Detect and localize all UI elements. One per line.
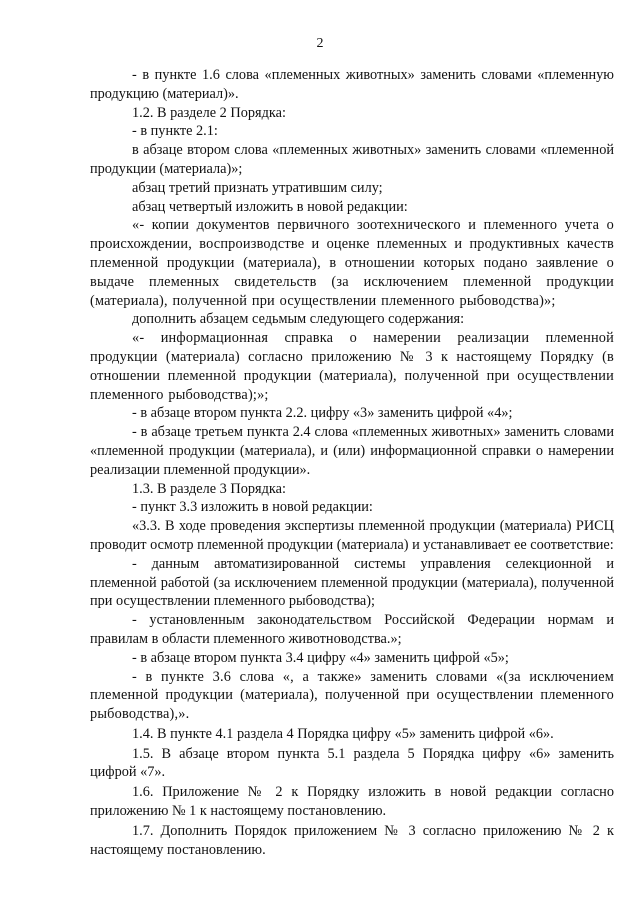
paragraph-point-3-4: - в абзаце втором пункта 3.4 цифру «4» заменить цифрой «5»; xyxy=(132,649,509,666)
paragraph-point-2-1: - в пункте 2.1: xyxy=(132,123,218,140)
paragraph-section-1-2: 1.2. В разделе 2 Порядка: xyxy=(132,104,286,121)
page-number: 2 xyxy=(316,36,324,51)
paragraph-section-1-3: 1.3. В разделе 3 Порядка: xyxy=(132,480,286,497)
paragraph-automated-system: - данным автоматизированной системы управления селекционной и племенной работой (за исключением племенной продукции (материала), полученной при осуществлении племенного рыбоводства); xyxy=(90,555,614,610)
paragraph-legislation-norms: - установленным законодательством Российской Федерации нормам и правилам в области племенного животноводства.»; xyxy=(90,612,614,647)
paragraph-section-1-6: 1.6. Приложение № 2 к Порядку изложить в новой редакции согласно приложению № 1 к настоящему постановлению. xyxy=(90,784,614,820)
paragraph-quote-copies: «- копии документов первичного зоотехнического и племенного учета о происхождении, воспроизводстве и оценке племенных и продуктивных качеств племенной продукции (материала), в отношении которых подано заявление о выдаче племенных свидетельств (за исключением племенной продукции (материала), полученной при осуществлении племенного рыбоводства)»; xyxy=(90,217,614,309)
paragraph-abzac-third: абзац третий признать утратившим силу; xyxy=(132,179,383,196)
paragraph-section-1-7: 1.7. Дополнить Порядок приложением № 3 согласно приложению № 2 к настоящему постановлению. xyxy=(90,822,614,858)
paragraph-point-2-2: - в абзаце втором пункта 2.2. цифру «3» заменить цифрой «4»; xyxy=(132,405,513,422)
paragraph-point-3-3: - пункт 3.3 изложить в новой редакции: xyxy=(132,499,373,516)
paragraph-quote-3-3: «3.3. В ходе проведения экспертизы племенной продукции (материала) РИСЦ проводит осмотр племенной продукции (материала) и устанавливает ее соответствие: xyxy=(90,518,614,553)
document-body xyxy=(90,66,614,859)
paragraph-section-1-5: 1.5. В абзаце втором пункта 5.1 раздела 5 Порядка цифру «6» заменить цифрой «7». xyxy=(90,745,614,781)
paragraph-add-seventh: дополнить абзацем седьмым следующего содержания: xyxy=(132,311,465,328)
paragraph-quote-info-note: «- информационная справка о намерении реализации племенной продукции (материала) согласно приложению № 3 к настоящему Порядку (в отношении племенной продукции (материала), полученной при осуществлении племенного рыбоводства);»; xyxy=(90,330,614,403)
paragraph-point-3-6: - в пункте 3.6 слова «, а также» заменить словами «(за исключением племенной продукции (материала), полученной при осуществлении племенного рыбоводства),». xyxy=(90,668,614,723)
paragraph-abzac-second: в абзаце втором слова «племенных животных» заменить словами «племенной продукции (материала)»; xyxy=(90,142,614,177)
paragraph-abzac-fourth: абзац четвертый изложить в новой редакции: xyxy=(132,198,408,215)
paragraph-item-1-6-continuation: - в пункте 1.6 слова «племенных животных» заменить словами «племенную продукцию (материал)». xyxy=(90,67,614,102)
paragraph-point-2-4: - в абзаце третьем пункта 2.4 слова «племенных животных» заменить словами «племенной продукции (материала), и (или) информационной справки о намерении реализации племенной продукции». xyxy=(90,424,614,478)
paragraph-section-1-4: 1.4. В пункте 4.1 раздела 4 Порядка цифру «5» заменить цифрой «6». xyxy=(132,725,554,742)
